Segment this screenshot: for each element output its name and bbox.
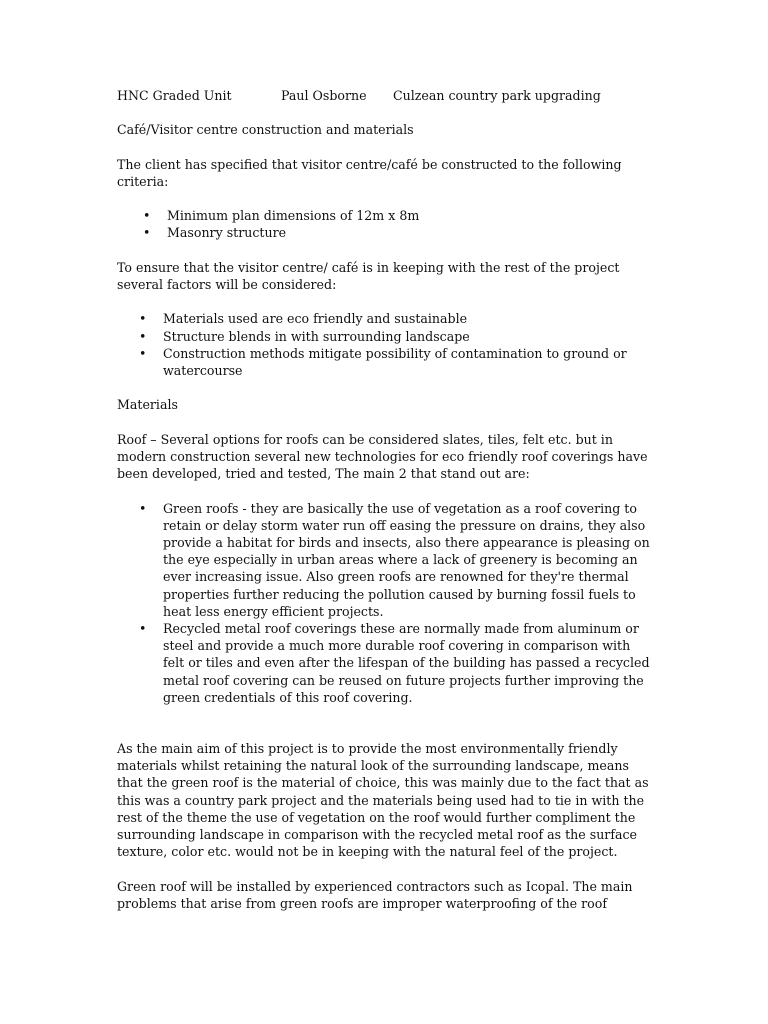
list-item: [117, 345, 653, 379]
list-item: [117, 328, 653, 345]
list-item: [117, 207, 653, 224]
conclusion-paragraph: As the main aim of this project is to provide the most environmentally friendly materials whilst retaining the natural look of the surrounding landscape, means that the green roof is the material of choice, this was mainly due to the fact that as this was a country park project and the materials being used had to tie in with the rest of the theme the use of vegetation on the roof would further compliment the surrounding landscape in comparison with the recycled metal roof as the surface texture, color etc. would not be in keeping with the natural feel of the project.: [117, 741, 649, 860]
list-item: [117, 224, 653, 241]
header-project: Culzean country park upgrading: [393, 88, 601, 103]
list-item: [117, 500, 653, 620]
roof-options-list: [117, 500, 653, 706]
list-item: [117, 310, 653, 327]
factors-intro-paragraph: To ensure that the visitor centre/ café is in keeping with the rest of the project several factors will be considered:: [117, 259, 620, 292]
list-item-text: Materials used are eco friendly and sustainable: [163, 311, 468, 327]
bullet-icon: •: [139, 620, 147, 636]
list-item-text: Masonry structure: [167, 225, 287, 241]
bullet-icon: •: [139, 500, 147, 516]
bullet-icon: •: [139, 311, 147, 327]
list-item-text: Structure blends in with surrounding landscape: [163, 328, 470, 344]
list-item-text: Recycled metal roof coverings these are normally made from aluminum or steel and provide a much more durable roof covering in comparison with felt or tiles and even after the lifespan of the building has passed a recycled metal roof covering can be reused on future projects further improving the green credentials of this roof covering.: [163, 620, 650, 705]
list-item-text: Green roofs - they are basically the use of vegetation as a roof covering to retain or delay storm water run off easing the pressure on drains, they also provide a habitat for birds and insects, also there appearance is pleasing on the eye especially in urban areas where a lack of greenery is becoming an ever increasing issue. Also green roofs are renowned for they're thermal properties further reducing the pollution caused by burning fossil fuels to heat less energy efficient projects.: [163, 500, 650, 619]
factors-list: [117, 310, 653, 379]
document-header: [117, 87, 653, 104]
section-title: Café/Visitor centre construction and materials: [117, 122, 414, 138]
document-body: [117, 87, 653, 929]
list-item-text: Minimum plan dimensions of 12m x 8m: [167, 208, 420, 224]
installation-paragraph: Green roof will be installed by experienced contractors such as Icopal. The main problems that arise from green roofs are improper waterproofing of the roof: [117, 878, 633, 911]
header-unit: HNC Graded Unit: [117, 88, 232, 103]
bullet-icon: •: [143, 225, 151, 241]
bullet-icon: •: [139, 328, 147, 344]
criteria-list: [117, 207, 653, 241]
list-item-text: Construction methods mitigate possibility of contamination to ground or watercourse: [163, 345, 627, 378]
roof-intro-paragraph: Roof – Several options for roofs can be considered slates, tiles, felt etc. but in modern construction several new technologies for eco friendly roof coverings have been developed, tried and tested, The main 2 that stand out are:: [117, 431, 648, 482]
bullet-icon: •: [139, 345, 147, 361]
materials-heading: Materials: [117, 397, 178, 413]
bullet-icon: •: [143, 208, 151, 224]
header-author: Paul Osborne: [281, 88, 367, 103]
client-spec-paragraph: The client has specified that visitor centre/café be constructed to the following criteria:: [117, 156, 622, 189]
list-item: [117, 620, 653, 706]
